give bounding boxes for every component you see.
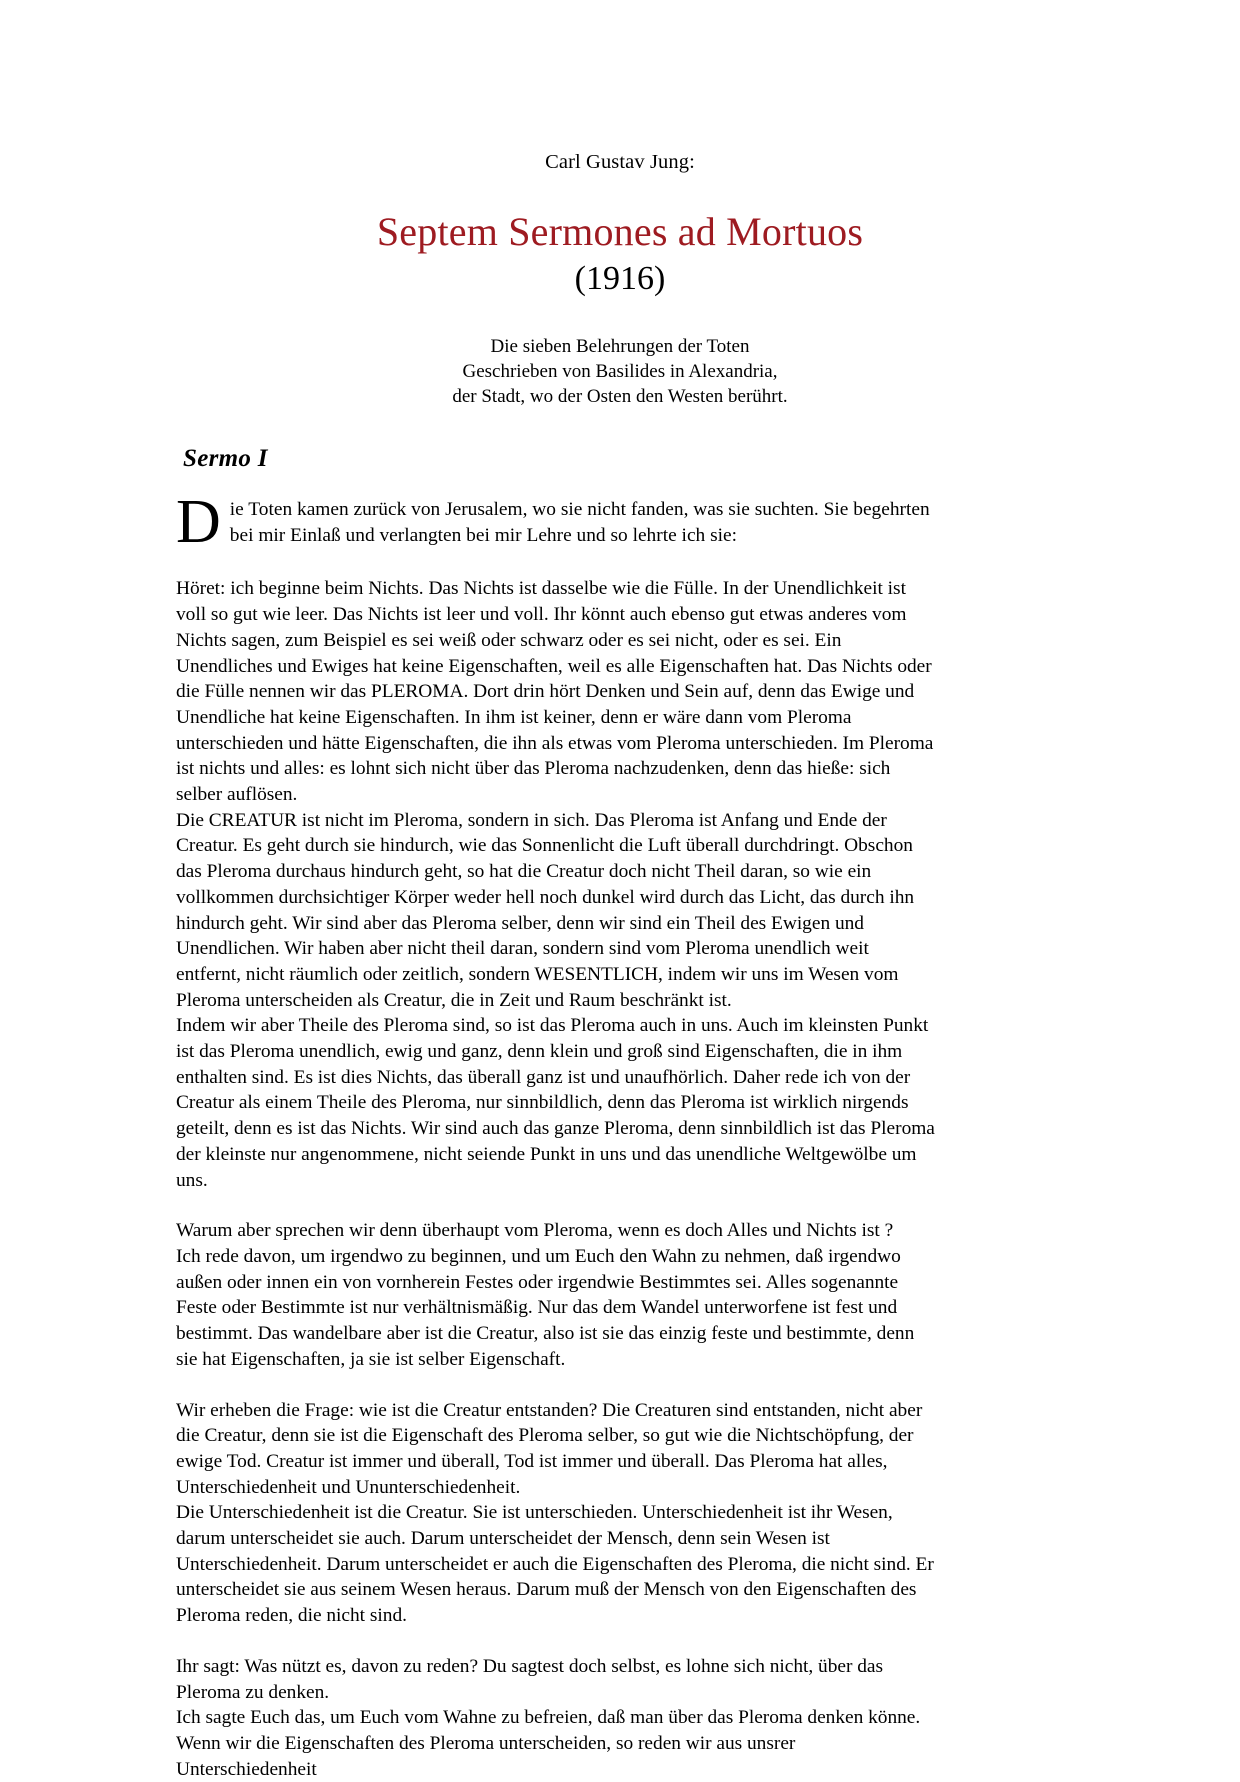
body-paragraph-8: Ihr sagt: Was nützt es, davon zu reden? Du sagtest doch selbst, es lohne sich nicht, über das Pleroma zu denken. [176, 1655, 884, 1703]
publication-year: (1916) [574, 259, 666, 297]
body-paragraph-3: Indem wir aber Theile des Pleroma sind, so ist das Pleroma auch in uns. Auch im kleinsten Punkt ist das Pleroma unendlich, ewig und ganz, denn klein und groß sind Eigenschaften, die in ihm enthalten sind. Es ist dies Nichts, das überall ganz ist und unaufhörlich. Daher rede ich von der Creatur als einem Theile des Pleroma, nur sinnbildlich, denn das Pleroma ist wirklich nirgends geteilt, denn es ist das Nichts. Wir sind auch das ganze Pleroma, denn sinnbildlich ist das Pleroma der kleinste nur angenommene, nicht seiende Punkt in uns und das unendliche Weltgewölbe um uns. [176, 1015, 935, 1191]
body-paragraph-2: Die CREATUR ist nicht im Pleroma, sondern in sich. Das Pleroma ist Anfang und Ende der Creatur. Es geht durch sie hindurch, wie das Sonnenlicht die Luft überall durchdringt. Obschon das Pleroma durchaus hindurch geht, so hat die Creatur doch nicht Theil daran, so wie ein vollkommen durchsichtiger Körper weder hell noch dunkel wird durch das Licht, das durch ihn hindurch geht. Wir sind aber das Pleroma selber, denn wir sind ein Theil des Ewigen und Unendlichen. Wir haben aber nicht theil daran, sondern sind vom Pleroma unendlich weit entfernt, nicht räumlich oder zeitlich, sondern WESENTLICH, indem wir uns im Wesen vom Pleroma unterscheiden als Creatur, die in Zeit und Raum beschränkt ist. [176, 809, 915, 1011]
opening-paragraph [176, 488, 938, 557]
subtitle-line-3: der Stadt, wo der Osten den Westen berührt. [452, 386, 788, 408]
front-matter [0, 0, 1240, 409]
body-paragraph-5: Ich rede davon, um irgendwo zu beginnen, und um Euch den Wahn zu nehmen, daß irgendwo außen oder innen ein von vornherein Festes oder irgendwie Bestimmtes sei. Alles sogenannte Feste oder Bestimmte ist nur verhältnismäßig. Nur das dem Wandel unterworfene ist fest und bestimmt. Das wandelbare aber ist die Creatur, also ist sie das einzig feste und bestimmte, denn sie hat Eigenschaften, ja sie ist selber Eigenschaft. [176, 1245, 915, 1370]
opening-paragraph-text: ie Toten kamen zurück von Jerusalem, wo sie nicht fanden, was sie suchten. Sie begehrten bei mir Einlaß und verlangten bei mir Lehre und so lehrte ich sie: [229, 499, 930, 547]
author-line: Carl Gustav Jung: [545, 151, 695, 173]
subtitle-block [0, 334, 1240, 410]
body-paragraph-6: Wir erheben die Frage: wie ist die Creatur entstanden? Die Creaturen sind entstanden, nicht aber die Creatur, denn sie ist die Eigenschaft des Pleroma selber, so gut wie die Nichtschöpfung, der ewige Tod. Creatur ist immer und überall, Tod ist immer und überall. Das Pleroma hat alles, Unterschiedenheit und Ununterschiedenheit. [176, 1399, 923, 1498]
body-paragraph-1: Höret: ich beginne beim Nichts. Das Nichts ist dasselbe wie die Fülle. In der Unendlichkeit ist voll so gut wie leer. Das Nichts ist leer und voll. Ihr könnt auch ebenso gut etwas anderes vom Nichts sagen, zum Beispiel es sei weiß oder schwarz oder es sei nicht, oder es sei. Ein Unendliches und Ewiges hat keine Eigenschaften, weil es alle Eigenschaften hat. Das Nichts oder die Fülle nennen wir das PLEROMA. Dort drin hört Denken und Sein auf, denn das Ewige und Unendliche hat keine Eigenschaften. In ihm ist keiner, denn er wäre dann vom Pleroma unterschieden und hätte Eigenschaften, die ihn als etwas vom Pleroma unterschieden. Im Pleroma ist nichts und alles: es lohnt sich nicht über das Pleroma nachzudenken, denn das hieße: sich selber auflösen. [176, 578, 934, 806]
page-title: Septem Sermones ad Mortuos [376, 208, 864, 254]
section-heading-sermo-1: Sermo I [183, 445, 268, 473]
subtitle-line-2: Geschrieben von Basilides in Alexandria, [462, 360, 778, 382]
document-body [176, 445, 938, 1782]
body-paragraph-7: Die Unterschiedenheit ist die Creatur. Sie ist unterschieden. Unterschiedenheit ist ihr Wesen, darum unterscheidet sie auch. Darum unterscheidet der Mensch, denn sein Wesen ist Unterschiedenheit. Darum unterscheidet er auch die Eigenschaften des Pleroma, die nicht sind. Er unterscheidet sie aus seinem Wesen heraus. Darum muß der Mensch von den Eigenschaften des Pleroma reden, die nicht sind. [176, 1502, 934, 1627]
body-paragraph-4: Warum aber sprechen wir denn überhaupt vom Pleroma, wenn es doch Alles und Nichts ist ? [176, 1220, 894, 1242]
drop-cap-letter: D [176, 488, 221, 557]
subtitle-line-1: Die sieben Belehrungen der Toten [490, 335, 750, 357]
body-paragraph-9: Ich sagte Euch das, um Euch vom Wahne zu befreien, daß man über das Pleroma denken könne. Wenn wir die Eigenschaften des Pleroma unterscheiden, so reden wir aus unsrer Unterschiedenheit [176, 1707, 921, 1780]
